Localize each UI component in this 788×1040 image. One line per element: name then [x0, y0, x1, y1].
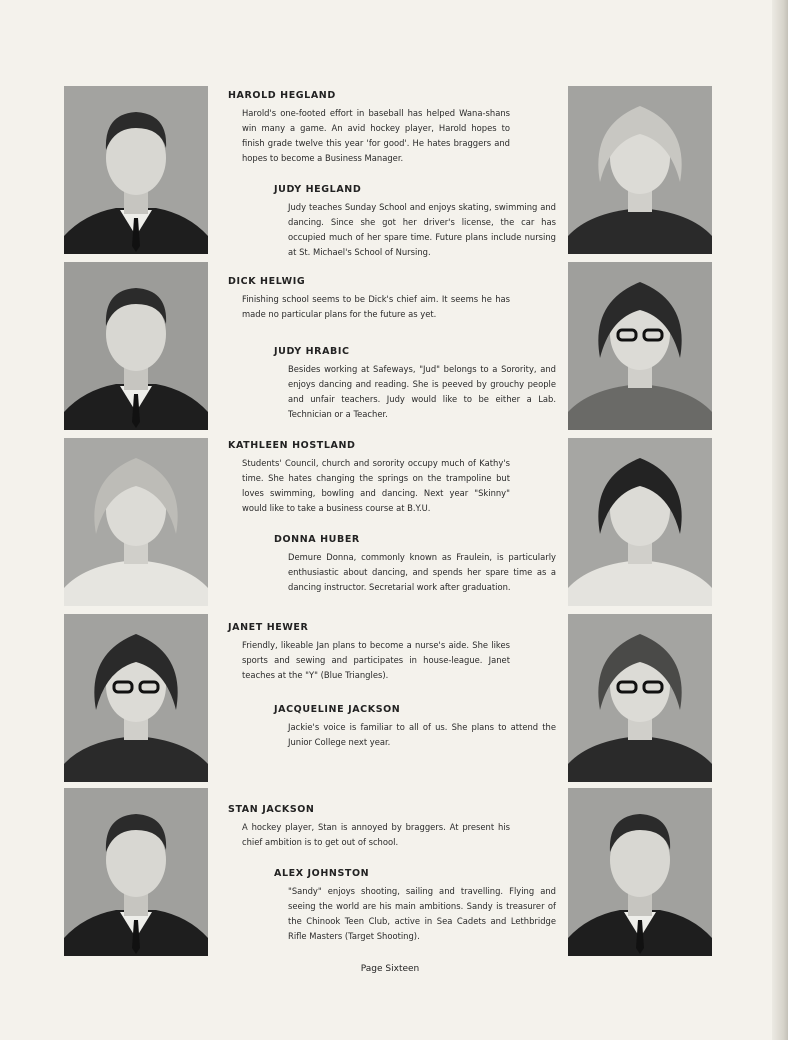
student-entry: [274, 534, 556, 595]
student-name: DONNA HUBER: [274, 534, 360, 545]
portrait-male: [64, 86, 208, 254]
student-entry: [228, 804, 510, 850]
portrait-photo: [568, 438, 712, 606]
student-bio: Demure Donna, commonly known as Fraulein, is particularly enthusiastic about dancing, and spends her spare time as a dancing instructor. Secretarial work after graduation.: [288, 552, 556, 592]
student-entry: [228, 622, 510, 683]
student-entry: [274, 346, 556, 422]
student-name: DICK HELWIG: [228, 276, 306, 287]
portrait-female: [568, 86, 712, 254]
student-name: ALEX JOHNSTON: [274, 868, 370, 879]
student-bio: Students' Council, church and sorority occupy much of Kathy's time. She hates changing the springs on the trampoline but loves swimming, bowling and dancing. Next year "Skinny" would like to take a business course at B.Y.U.: [242, 458, 510, 513]
student-bio: Friendly, likeable Jan plans to become a nurse's aide. She likes sports and sewing and participates in house-league. Janet teaches at the "Y" (Blue Triangles).: [242, 640, 510, 680]
student-entry: [228, 276, 510, 322]
portrait-photo: [568, 86, 712, 254]
portrait-male: [64, 788, 208, 956]
portrait-photo: [64, 262, 208, 430]
student-bio: Besides working at Safeways, "Jud" belongs to a Sorority, and enjoys dancing and reading. She is peeved by grouchy people and unfair teachers. Judy would like to be either a Lab. Technician or a Teacher.: [288, 364, 556, 419]
student-entry: [274, 704, 556, 750]
portrait-photo: [64, 86, 208, 254]
portrait-photo: [568, 262, 712, 430]
portrait-female: [568, 614, 712, 782]
portrait-female: [64, 438, 208, 606]
portrait-female: [568, 262, 712, 430]
portrait-photo: [568, 788, 712, 956]
student-name: JACQUELINE JACKSON: [274, 704, 401, 715]
student-entry: [228, 440, 510, 516]
student-bio: A hockey player, Stan is annoyed by braggers. At present his chief ambition is to get out of school.: [242, 822, 510, 847]
student-name: KATHLEEN HOSTLAND: [228, 440, 356, 451]
student-bio: Judy teaches Sunday School and enjoys skating, swimming and dancing. Since she got her driver's license, the car has occupied much of her spare time. Future plans include nursing at St. Michael's School of Nursing.: [288, 202, 556, 257]
student-bio: Jackie's voice is familiar to all of us. She plans to attend the Junior College next year.: [288, 722, 556, 747]
portrait-female: [64, 614, 208, 782]
student-name: STAN JACKSON: [228, 804, 315, 815]
student-bio: Harold's one-footed effort in baseball has helped Wana-shans win many a game. An avid hockey player, Harold hopes to finish grade twelve this year 'for good'. He hates braggers and hopes to become a Business Manager.: [242, 108, 510, 163]
portrait-male: [64, 262, 208, 430]
page-edge: [772, 0, 788, 1040]
student-name: HAROLD HEGLAND: [228, 90, 336, 101]
student-bio: Finishing school seems to be Dick's chief aim. It seems he has made no particular plans for the future as yet.: [242, 294, 510, 319]
student-name: JUDY HRABIC: [274, 346, 350, 357]
portrait-photo: [64, 614, 208, 782]
portrait-photo: [64, 788, 208, 956]
portrait-male: [568, 788, 712, 956]
student-bio: "Sandy" enjoys shooting, sailing and travelling. Flying and seeing the world are his main ambitions. Sandy is treasurer of the Chinook Teen Club, active in Sea Cadets and Lethbridge Rifle Masters (Target Shooting).: [288, 886, 556, 941]
student-entry: [274, 868, 556, 944]
student-name: JANET HEWER: [228, 622, 309, 633]
portrait-female: [568, 438, 712, 606]
page-number: Page Sixteen: [360, 964, 420, 974]
portrait-photo: [64, 438, 208, 606]
student-name: JUDY HEGLAND: [274, 184, 362, 195]
portrait-photo: [568, 614, 712, 782]
student-entry: [274, 184, 556, 260]
student-entry: [228, 90, 510, 166]
